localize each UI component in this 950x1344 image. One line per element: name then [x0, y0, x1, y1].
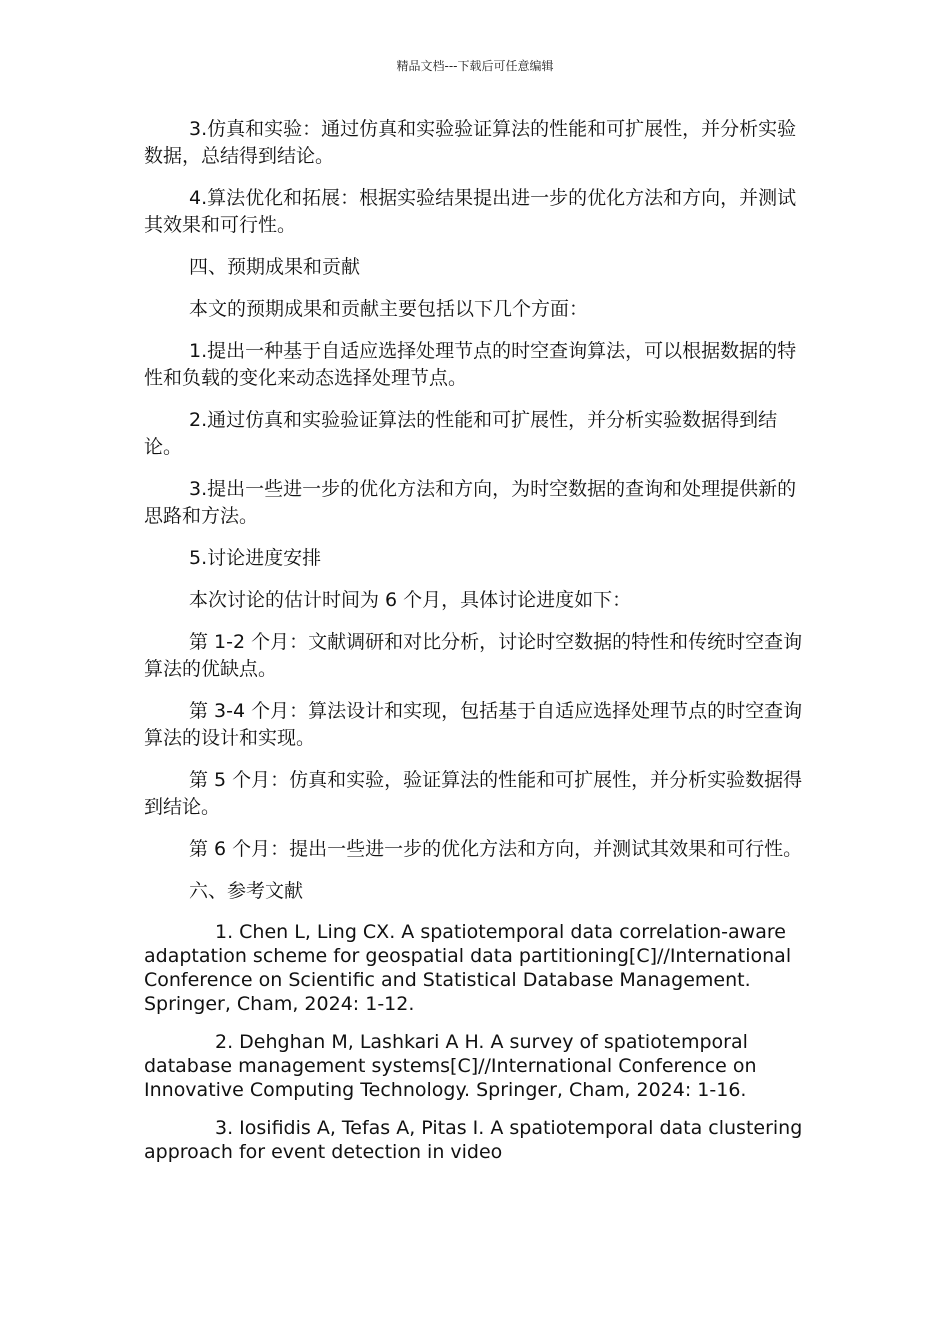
paragraph-schedule-month-6: 第 6 个月：提出一些进一步的优化方法和方向，并测试其效果和可行性。	[189, 838, 803, 860]
paragraph-schedule-intro: 本次讨论的估计时间为 6 个月，具体讨论进度如下：	[189, 589, 632, 611]
paragraph-result-2: 2.通过仿真和实验验证算法的性能和可扩展性，并分析实验数据得到结论。	[144, 409, 778, 458]
paragraph-results-intro: 本文的预期成果和贡献主要包括以下几个方面：	[189, 298, 589, 320]
paragraph-step-3: 3.仿真和实验：通过仿真和实验验证算法的性能和可扩展性，并分析实验数据，总结得到结论。	[144, 118, 797, 167]
paragraph-step-4: 4.算法优化和拓展：根据实验结果提出进一步的优化方法和方向，并测试其效果和可行性。	[144, 187, 797, 236]
paragraph-result-1: 1.提出一种基于自适应选择处理节点的时空查询算法，可以根据数据的特性和负载的变化来动态选择处理节点。	[144, 340, 797, 389]
reference-item-2: 2. Dehghan M, Lashkari A H. A survey of spatiotemporal database management systems[C]//International Conference on Innovative Computing Technology. Springer, Cham, 2024: 1-16.	[144, 1031, 757, 1101]
paragraph-schedule-month-1-2: 第 1-2 个月：文献调研和对比分析，讨论时空数据的特性和传统时空查询算法的优缺点。	[144, 631, 803, 680]
paragraph-schedule-month-3-4: 第 3-4 个月：算法设计和实现，包括基于自适应选择处理节点的时空查询算法的设计和实现。	[144, 700, 803, 749]
section-heading-expected-results: 四、预期成果和贡献	[189, 256, 361, 278]
page-header: 精品文档---下载后可任意编辑	[396, 59, 554, 73]
paragraph-result-3: 3.提出一些进一步的优化方法和方向，为时空数据的查询和处理提供新的思路和方法。	[144, 478, 797, 527]
document-body	[144, 116, 804, 1178]
paragraph-schedule-month-5: 第 5 个月：仿真和实验，验证算法的性能和可扩展性，并分析实验数据得到结论。	[144, 769, 803, 818]
reference-item-1: 1. Chen L, Ling CX. A spatiotemporal data correlation-aware adaptation scheme for geospatial data partitioning[C]//International Conference on Scientific and Statistical Database Management. Springer, Cham, 2024: 1-12.	[144, 921, 792, 1015]
section-heading-references: 六、参考文献	[189, 880, 304, 902]
section-heading-schedule: 5.讨论进度安排	[189, 547, 322, 569]
reference-item-3: 3. Iosifidis A, Tefas A, Pitas I. A spatiotemporal data clustering approach for event detection in video	[144, 1117, 803, 1163]
